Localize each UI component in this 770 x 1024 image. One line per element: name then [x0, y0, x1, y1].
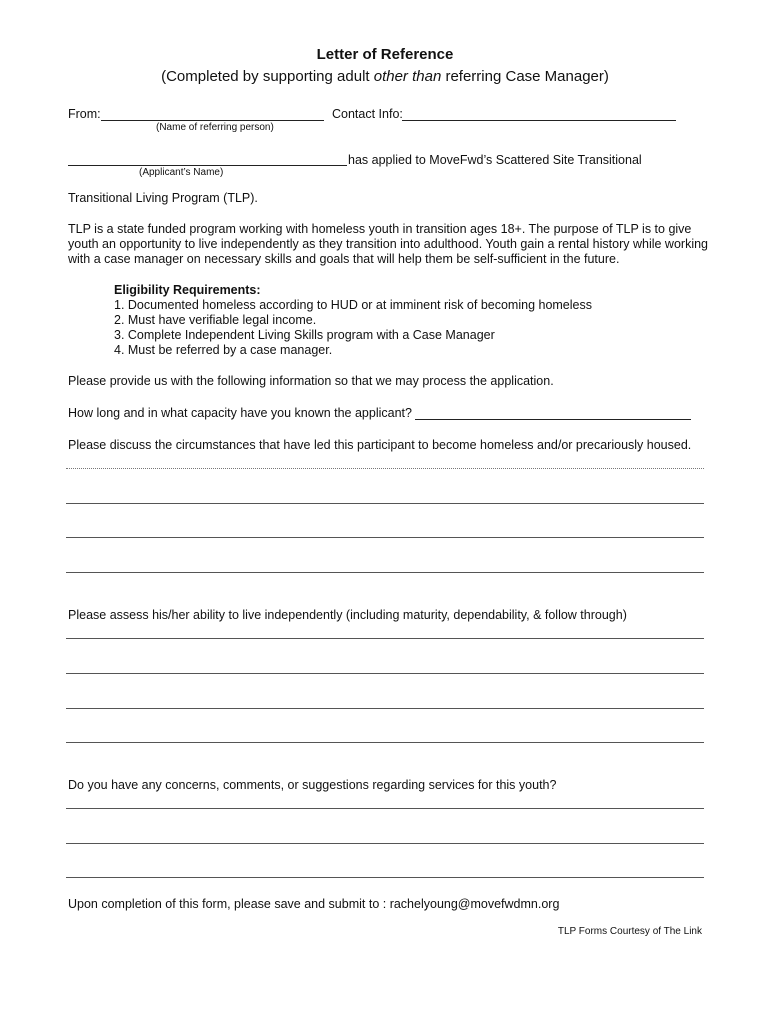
from-name-field[interactable]: [101, 120, 324, 121]
answer-line[interactable]: [66, 742, 704, 743]
name-caption: (Name of referring person): [156, 122, 274, 133]
question-assess-independence: Please assess his/her ability to live independently (including maturity, dependability, & follow through): [68, 608, 627, 622]
answer-line[interactable]: [66, 638, 704, 639]
intro-paragraph: TLP is a state funded program working with homeless youth in transition ages 18+. The purpose of TLP is to give youth an opportunity to live independently as they transition into adulthood. Youth gain a rental history while working with a case manager on necessary skills and goals that will help them be self-sufficient in the future.: [68, 222, 709, 266]
answer-line[interactable]: [66, 708, 704, 709]
subtitle-before: (Completed by supporting adult: [161, 68, 374, 85]
answer-line[interactable]: [66, 877, 704, 878]
question-known-applicant: How long and in what capacity have you known the applicant?: [68, 406, 412, 420]
eligibility-item: 4. Must be referred by a case manager.: [114, 343, 333, 357]
applicant-caption: (Applicant’s Name): [139, 167, 224, 178]
applied-text: has applied to MoveFwd’s Scattered Site Transitional: [348, 153, 642, 167]
eligibility-item: 1. Documented homeless according to HUD or at imminent risk of becoming homeless: [114, 298, 592, 312]
eligibility-item: 2. Must have verifiable legal income.: [114, 313, 317, 327]
answer-line[interactable]: [66, 808, 704, 809]
contact-info-field[interactable]: [402, 120, 676, 121]
from-label: From:: [68, 107, 101, 121]
contact-info-label: Contact Info:: [332, 107, 403, 121]
submit-instructions: Upon completion of this form, please save and submit to : rachelyoung@movefwdmn.org: [68, 897, 560, 911]
request-line: Please provide us with the following information so that we may process the application.: [68, 374, 554, 388]
answer-line[interactable]: [66, 572, 704, 573]
eligibility-item: 3. Complete Independent Living Skills program with a Case Manager: [114, 328, 495, 342]
document-subtitle: [0, 68, 770, 85]
subtitle-emphasis: other than: [373, 68, 442, 85]
answer-line[interactable]: [66, 468, 704, 469]
question-concerns: Do you have any concerns, comments, or suggestions regarding services for this youth?: [68, 778, 557, 792]
document-title: Letter of Reference: [316, 46, 454, 63]
answer-line[interactable]: [66, 537, 704, 538]
answer-line[interactable]: [66, 843, 704, 844]
applicant-name-field[interactable]: [68, 165, 347, 166]
known-applicant-field[interactable]: [415, 419, 691, 420]
program-line: Transitional Living Program (TLP).: [68, 191, 258, 205]
subtitle-after: referring Case Manager): [441, 68, 609, 85]
question-circumstances: Please discuss the circumstances that have led this participant to become homeless and/or precariously housed.: [68, 438, 692, 452]
footer-credit: TLP Forms Courtesy of The Link: [557, 926, 702, 937]
eligibility-heading: Eligibility Requirements:: [114, 283, 261, 297]
answer-line[interactable]: [66, 503, 704, 504]
answer-line[interactable]: [66, 673, 704, 674]
eligibility-requirements: [114, 283, 592, 358]
